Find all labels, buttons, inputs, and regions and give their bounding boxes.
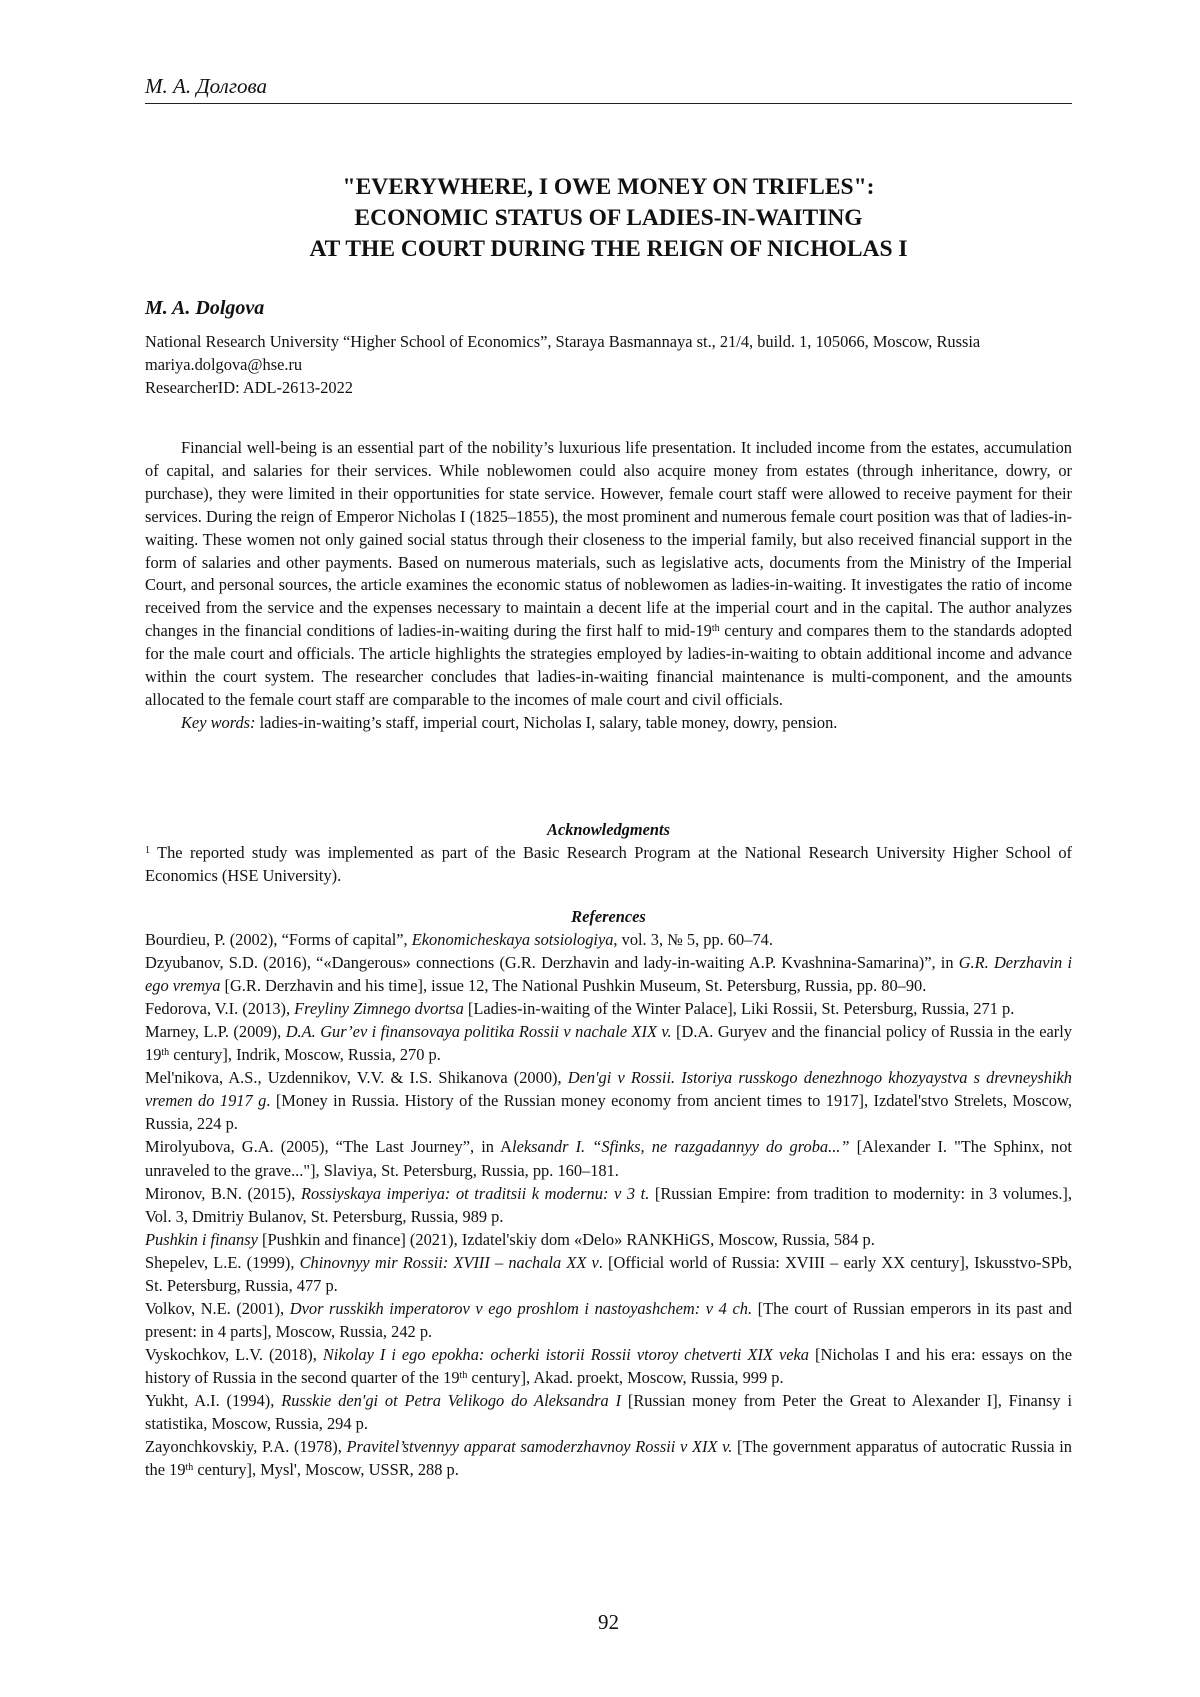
title-line-2: ECONOMIC STATUS OF LADIES-IN-WAITING — [145, 203, 1072, 234]
abstract — [145, 437, 1072, 735]
author-email[interactable]: mariya.dolgova@hse.ru — [145, 353, 1072, 376]
title-line-1: "EVERYWHERE, I OWE MONEY ON TRIFLES": — [145, 172, 1072, 203]
reference-list — [145, 928, 1072, 1481]
reference-item: Yukht, A.I. (1994), Russkie den'gi ot Petra Velikogo do Aleksandra I [Russian money from Peter the Great to Alexander I], Finansy i statistika, Moscow, Russia, 294 p. — [145, 1389, 1072, 1435]
abstract-text-1: Financial well-being is an essential part of the nobility’s luxurious life presentation. It included income from the estates, accumulation of capital, and salaries for their services. While noblewomen could also acquire money from estates (through inheritance, dowry, or purchase), they were limited in their opportunities for state service. However, female court staff were allowed to receive payment for their services. During the reign of Emperor Nicholas I (1825–1855), the most prominent and numerous female court position was that of ladies-in-waiting. These women not only gained social status through their closeness to the imperial family, but also received financial support in the form of salaries and other payments. Based on numerous materials, such as legislative acts, documents from the Ministry of the Imperial Court, and personal sources, the article examines the economic status of noblewomen as ladies-in-waiting. It investigates the ratio of income received from the service and the expenses necessary to maintain a decent life at the imperial court and in the capital. The author analyzes changes in the financial conditions of ladies-in-waiting during the first half to mid-19 — [145, 438, 1072, 640]
keywords-label: Key words: — [181, 713, 256, 732]
reference-item: Dzyubanov, S.D. (2016), “«Dangerous» connections (G.R. Derzhavin and lady-in-waiting A.P. Kvashnina-Samarina)”, in G.R. Derzhavin i ego vremya [G.R. Derzhavin and his time], issue 12, The National Pushkin Museum, St. Petersburg, Russia, pp. 80–90. — [145, 951, 1072, 997]
abstract-paragraph — [145, 437, 1072, 712]
acknowledgments-body: The reported study was implemented as part of the Basic Research Program at the National Research University Higher School of Economics (HSE University). — [145, 843, 1072, 885]
acknowledgments — [145, 819, 1072, 888]
researcher-id: ResearcherID: ADL-2613-2022 — [145, 376, 1072, 399]
references-heading: References — [145, 905, 1072, 928]
reference-item: Mirolyubova, G.A. (2005), “The Last Journey”, in Aleksandr I. “Sfinks, ne razgadannyy do groba...” [Alexander I. "The Sphinx, not unraveled to the grave..."], Slaviya, St. Petersburg, Russia, pp. 160–181. — [145, 1135, 1072, 1181]
reference-item: Fedorova, V.I. (2013), Freyliny Zimnego dvortsa [Ladies-in-waiting of the Winter Palace], Liki Rossii, St. Petersburg, Russia, 271 p. — [145, 997, 1072, 1020]
acknowledgments-heading: Acknowledgments — [145, 819, 1072, 842]
affiliation-institution: National Research University “Higher School of Economics”, Staraya Basmannaya st., 21/4, build. 1, 105066, Moscow, Russia — [145, 330, 1072, 353]
reference-item: Pushkin i finansy [Pushkin and finance] (2021), Izdatel'skiy dom «Delo» RANKHiGS, Moscow, Russia, 584 p. — [145, 1228, 1072, 1251]
reference-item: Marney, L.P. (2009), D.A. Gur’ev i finansovaya politika Rossii v nachale XIX v. [D.A. Guryev and the financial policy of Russia in the early 19th century], Indrik, Moscow, Russia, 270 p. — [145, 1020, 1072, 1066]
keywords-text: ladies-in-waiting’s staff, imperial court, Nicholas I, salary, table money, dowry, pension. — [256, 713, 838, 732]
acknowledgments-text — [145, 842, 1072, 888]
reference-item: Volkov, N.E. (2001), Dvor russkikh imperatorov v ego proshlom i nastoyashchem: v 4 ch. [The court of Russian emperors in its past and present: in 4 parts], Moscow, Russia, 242 p. — [145, 1297, 1072, 1343]
footnote-marker: 1 — [145, 845, 150, 856]
reference-item: Mel'nikova, A.S., Uzdennikov, V.V. & I.S. Shikanova (2000), Den'gi v Rossii. Istoriya russkogo denezhnogo khozyaystva s drevneyshikh vremen do 1917 g. [Money in Russia. History of the Russian money economy from ancient times to 1917], Izdatel'stvo Strelets, Moscow, Russia, 224 p. — [145, 1066, 1072, 1135]
affiliation — [145, 330, 1072, 399]
reference-item: Shepelev, L.E. (1999), Chinovnyy mir Rossii: XVIII – nachala XX v. [Official world of Russia: XVIII – early XX century], Iskusstvo-SPb, St. Petersburg, Russia, 477 p. — [145, 1251, 1072, 1297]
article-title — [145, 172, 1072, 265]
author-name: M. A. Dolgova — [145, 297, 264, 320]
abstract-text-2: century and compares them to the standards adopted for the male court and officials. The article highlights the strategies employed by ladies-in-waiting to obtain additional income and advance within the court system. The researcher concludes that ladies-in-waiting financial maintenance is multi-component, and the amounts allocated to the female court staff are comparable to the incomes of male court and civil officials. — [145, 621, 1072, 709]
abstract-sup: th — [712, 623, 720, 634]
keywords — [145, 712, 1072, 735]
reference-item: Zayonchkovskiy, P.A. (1978), Pravitel’stvennyy apparat samoderzhavnoy Rossii v XIX v. [The government apparatus of autocratic Russia in the 19th century], Mysl', Moscow, USSR, 288 p. — [145, 1435, 1072, 1481]
reference-item: Bourdieu, P. (2002), “Forms of capital”, Ekonomicheskaya sotsiologiya, vol. 3, № 5, pp. 60–74. — [145, 928, 1072, 951]
running-head: М. А. Долгова — [145, 74, 1072, 104]
references — [145, 905, 1072, 1481]
reference-item: Vyskochkov, L.V. (2018), Nikolay I i ego epokha: ocherki istorii Rossii vtoroy chetverti XIX veka [Nicholas I and his era: essays on the history of Russia in the second quarter of the 19th century], Akad. proekt, Moscow, Russia, 999 p. — [145, 1343, 1072, 1389]
reference-item: Mironov, B.N. (2015), Rossiyskaya imperiya: ot traditsii k modernu: v 3 t. [Russian Empire: from tradition to modernity: in 3 volumes.], Vol. 3, Dmitriy Bulanov, St. Petersburg, Russia, 989 p. — [145, 1182, 1072, 1228]
title-line-3: AT THE COURT DURING THE REIGN OF NICHOLAS I — [145, 234, 1072, 265]
page-number: 92 — [145, 1610, 1072, 1635]
